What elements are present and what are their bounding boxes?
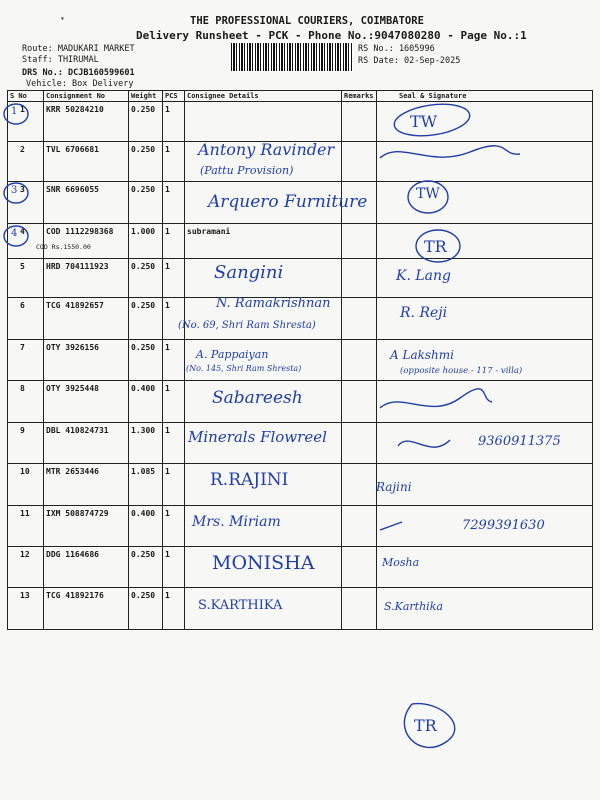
cell-remarks <box>342 547 377 588</box>
cell-pcs: 1 <box>163 298 185 340</box>
cell-weight: 0.400 <box>129 506 163 547</box>
cell-consignee <box>185 102 342 142</box>
cell-pcs: 1 <box>163 506 185 547</box>
cell-sno: 10 <box>8 464 44 506</box>
cell-weight: 0.400 <box>129 381 163 423</box>
cell-consignee: subramani <box>185 224 342 259</box>
table-row <box>8 224 593 259</box>
drs-number: DRS No.: DCJB160599601 <box>22 68 135 78</box>
col-sno: S No <box>8 91 44 102</box>
cell-remarks <box>342 340 377 381</box>
cell-pcs: 1 <box>163 464 185 506</box>
rs-number: RS No.: 1605996 <box>358 44 435 54</box>
runsheet-table <box>7 90 593 630</box>
cell-sno: 8 <box>8 381 44 423</box>
cell-consignment: TCG 41892176 <box>44 588 129 630</box>
col-weight: Weight <box>129 91 163 102</box>
hw-initials-3: TW <box>416 186 440 202</box>
cell-weight: 0.250 <box>129 547 163 588</box>
cell-remarks <box>342 298 377 340</box>
cell-pcs: 1 <box>163 259 185 298</box>
hw-consignee-8: Sabareesh <box>212 388 303 408</box>
cell-consignment: SNR 6696055 <box>44 182 129 224</box>
hw-phone-11: 7299391630 <box>462 518 545 533</box>
cell-signature <box>377 182 593 224</box>
cell-remarks <box>342 506 377 547</box>
cell-weight: 0.250 <box>129 340 163 381</box>
cell-weight: 0.250 <box>129 102 163 142</box>
col-signature: Seal & Signature <box>377 91 593 102</box>
cell-sno: 13 <box>8 588 44 630</box>
hw-consignee-7-sub: (No. 145, Shri Ram Shresta) <box>186 364 302 373</box>
route-label: Route: MADUKARI MARKET <box>22 44 135 54</box>
table-header-row <box>8 91 593 102</box>
hw-signature-7: A Lakshmi <box>390 348 454 362</box>
hw-consignee-7: A. Pappaiyan <box>196 348 269 361</box>
barcode <box>231 43 353 71</box>
cell-pcs: 1 <box>163 547 185 588</box>
cell-signature <box>377 224 593 259</box>
hw-phone-9: 9360911375 <box>478 434 561 449</box>
hw-consignee-6: N. Ramakrishnan <box>216 296 331 311</box>
hw-signature-7-note: (opposite house - 117 - villa) <box>400 366 523 376</box>
cell-remarks <box>342 381 377 423</box>
cell-remarks <box>342 142 377 182</box>
cell-sno: 2 <box>8 142 44 182</box>
hw-signature-13: S.Karthika <box>384 600 443 613</box>
cell-weight: 0.250 <box>129 182 163 224</box>
hw-signature-6: R. Reji <box>400 305 448 321</box>
circled-number-4: 4 <box>11 228 18 239</box>
vehicle-label: Vehicle: Box Delivery <box>26 79 134 89</box>
hw-signature-12: Mosha <box>382 556 420 569</box>
cell-remarks <box>342 464 377 506</box>
cell-consignment: MTR 2653446 <box>44 464 129 506</box>
cell-consignment: OTY 3926156 <box>44 340 129 381</box>
hw-consignee-2-sub: (Pattu Provision) <box>200 164 294 177</box>
cell-pcs: 1 <box>163 381 185 423</box>
table-row <box>8 102 593 142</box>
consignment-number: COD 1112298368 <box>46 227 114 236</box>
col-remarks: Remarks <box>342 91 377 102</box>
cell-sno: 7 <box>8 340 44 381</box>
scan-mark: ▾ <box>60 14 65 23</box>
cell-pcs: 1 <box>163 102 185 142</box>
cell-consignment: KRR 50284210 <box>44 102 129 142</box>
table-row <box>8 259 593 298</box>
cell-signature <box>377 381 593 423</box>
cell-sno: 3 <box>8 182 44 224</box>
table-row <box>8 588 593 630</box>
cell-consignment: TVL 6706681 <box>44 142 129 182</box>
cell-consignment: TCG 41892657 <box>44 298 129 340</box>
cell-remarks <box>342 224 377 259</box>
hw-signature-5: K. Lang <box>396 268 451 284</box>
cell-consignment: DDG 1164686 <box>44 547 129 588</box>
cell-remarks <box>342 102 377 142</box>
rs-date: RS Date: 02-Sep-2025 <box>358 56 461 66</box>
cell-consignment: DBL 410824731 <box>44 423 129 464</box>
cell-pcs: 1 <box>163 182 185 224</box>
cell-weight: 1.085 <box>129 464 163 506</box>
cell-sno: 6 <box>8 298 44 340</box>
hw-consignee-3: Arquero Furniture <box>208 192 368 212</box>
cell-remarks <box>342 259 377 298</box>
col-consignee: Consignee Details <box>185 91 342 102</box>
cell-pcs: 1 <box>163 340 185 381</box>
cell-consignment: OTY 3925448 <box>44 381 129 423</box>
cell-pcs: 1 <box>163 142 185 182</box>
col-consignment: Consignment No <box>44 91 129 102</box>
hw-signature-10: Rajini <box>376 480 412 494</box>
cell-sno: 1 <box>8 102 44 142</box>
col-pcs: PCS <box>163 91 185 102</box>
hw-consignee-13: S.KARTHIKA <box>198 598 283 613</box>
cell-weight: 0.250 <box>129 588 163 630</box>
cell-pcs: 1 <box>163 224 185 259</box>
staff-label: Staff: THIRUMAL <box>22 55 99 65</box>
hw-consignee-5: Sangini <box>214 262 284 283</box>
cell-signature <box>377 102 593 142</box>
cell-remarks <box>342 423 377 464</box>
table-row <box>8 464 593 506</box>
cell-weight: 0.250 <box>129 142 163 182</box>
cell-weight: 1.300 <box>129 423 163 464</box>
hw-initials-1: TW <box>410 112 438 131</box>
cell-consignment: IXM 508874729 <box>44 506 129 547</box>
cell-sno: 12 <box>8 547 44 588</box>
cell-sno: 9 <box>8 423 44 464</box>
cell-remarks <box>342 588 377 630</box>
hw-initials-4: TR <box>424 237 447 256</box>
cod-amount: COD Rs.1550.00 <box>36 243 91 251</box>
cell-consignment <box>36 224 129 259</box>
cell-sno: 4 <box>8 224 44 259</box>
cell-consignment: HRD 704111923 <box>44 259 129 298</box>
hw-consignee-6-sub: (No. 69, Shri Ram Shresta) <box>178 320 316 331</box>
hw-consignee-10: R.RAJINI <box>210 470 289 490</box>
cell-pcs: 1 <box>163 588 185 630</box>
hw-bottom-initials: TR <box>414 716 437 735</box>
company-title: THE PROFESSIONAL COURIERS, COIMBATORE <box>190 15 424 27</box>
hw-consignee-12: MONISHA <box>212 552 315 574</box>
cell-pcs: 1 <box>163 423 185 464</box>
hw-consignee-11: Mrs. Miriam <box>192 514 281 530</box>
circled-number-1: 1 <box>11 106 18 117</box>
circled-number-3: 3 <box>11 185 18 196</box>
cell-sno: 5 <box>8 259 44 298</box>
hw-consignee-9: Minerals Flowreel <box>188 428 327 446</box>
runsheet-subtitle: Delivery Runsheet - PCK - Phone No.:9047080280 - Page No.:1 <box>136 29 527 42</box>
hw-consignee-2: Antony Ravinder <box>198 140 335 159</box>
cell-weight: 1.000 <box>129 224 163 259</box>
cell-weight: 0.250 <box>129 298 163 340</box>
cell-weight: 0.250 <box>129 259 163 298</box>
cell-signature <box>377 142 593 182</box>
cell-sno: 11 <box>8 506 44 547</box>
